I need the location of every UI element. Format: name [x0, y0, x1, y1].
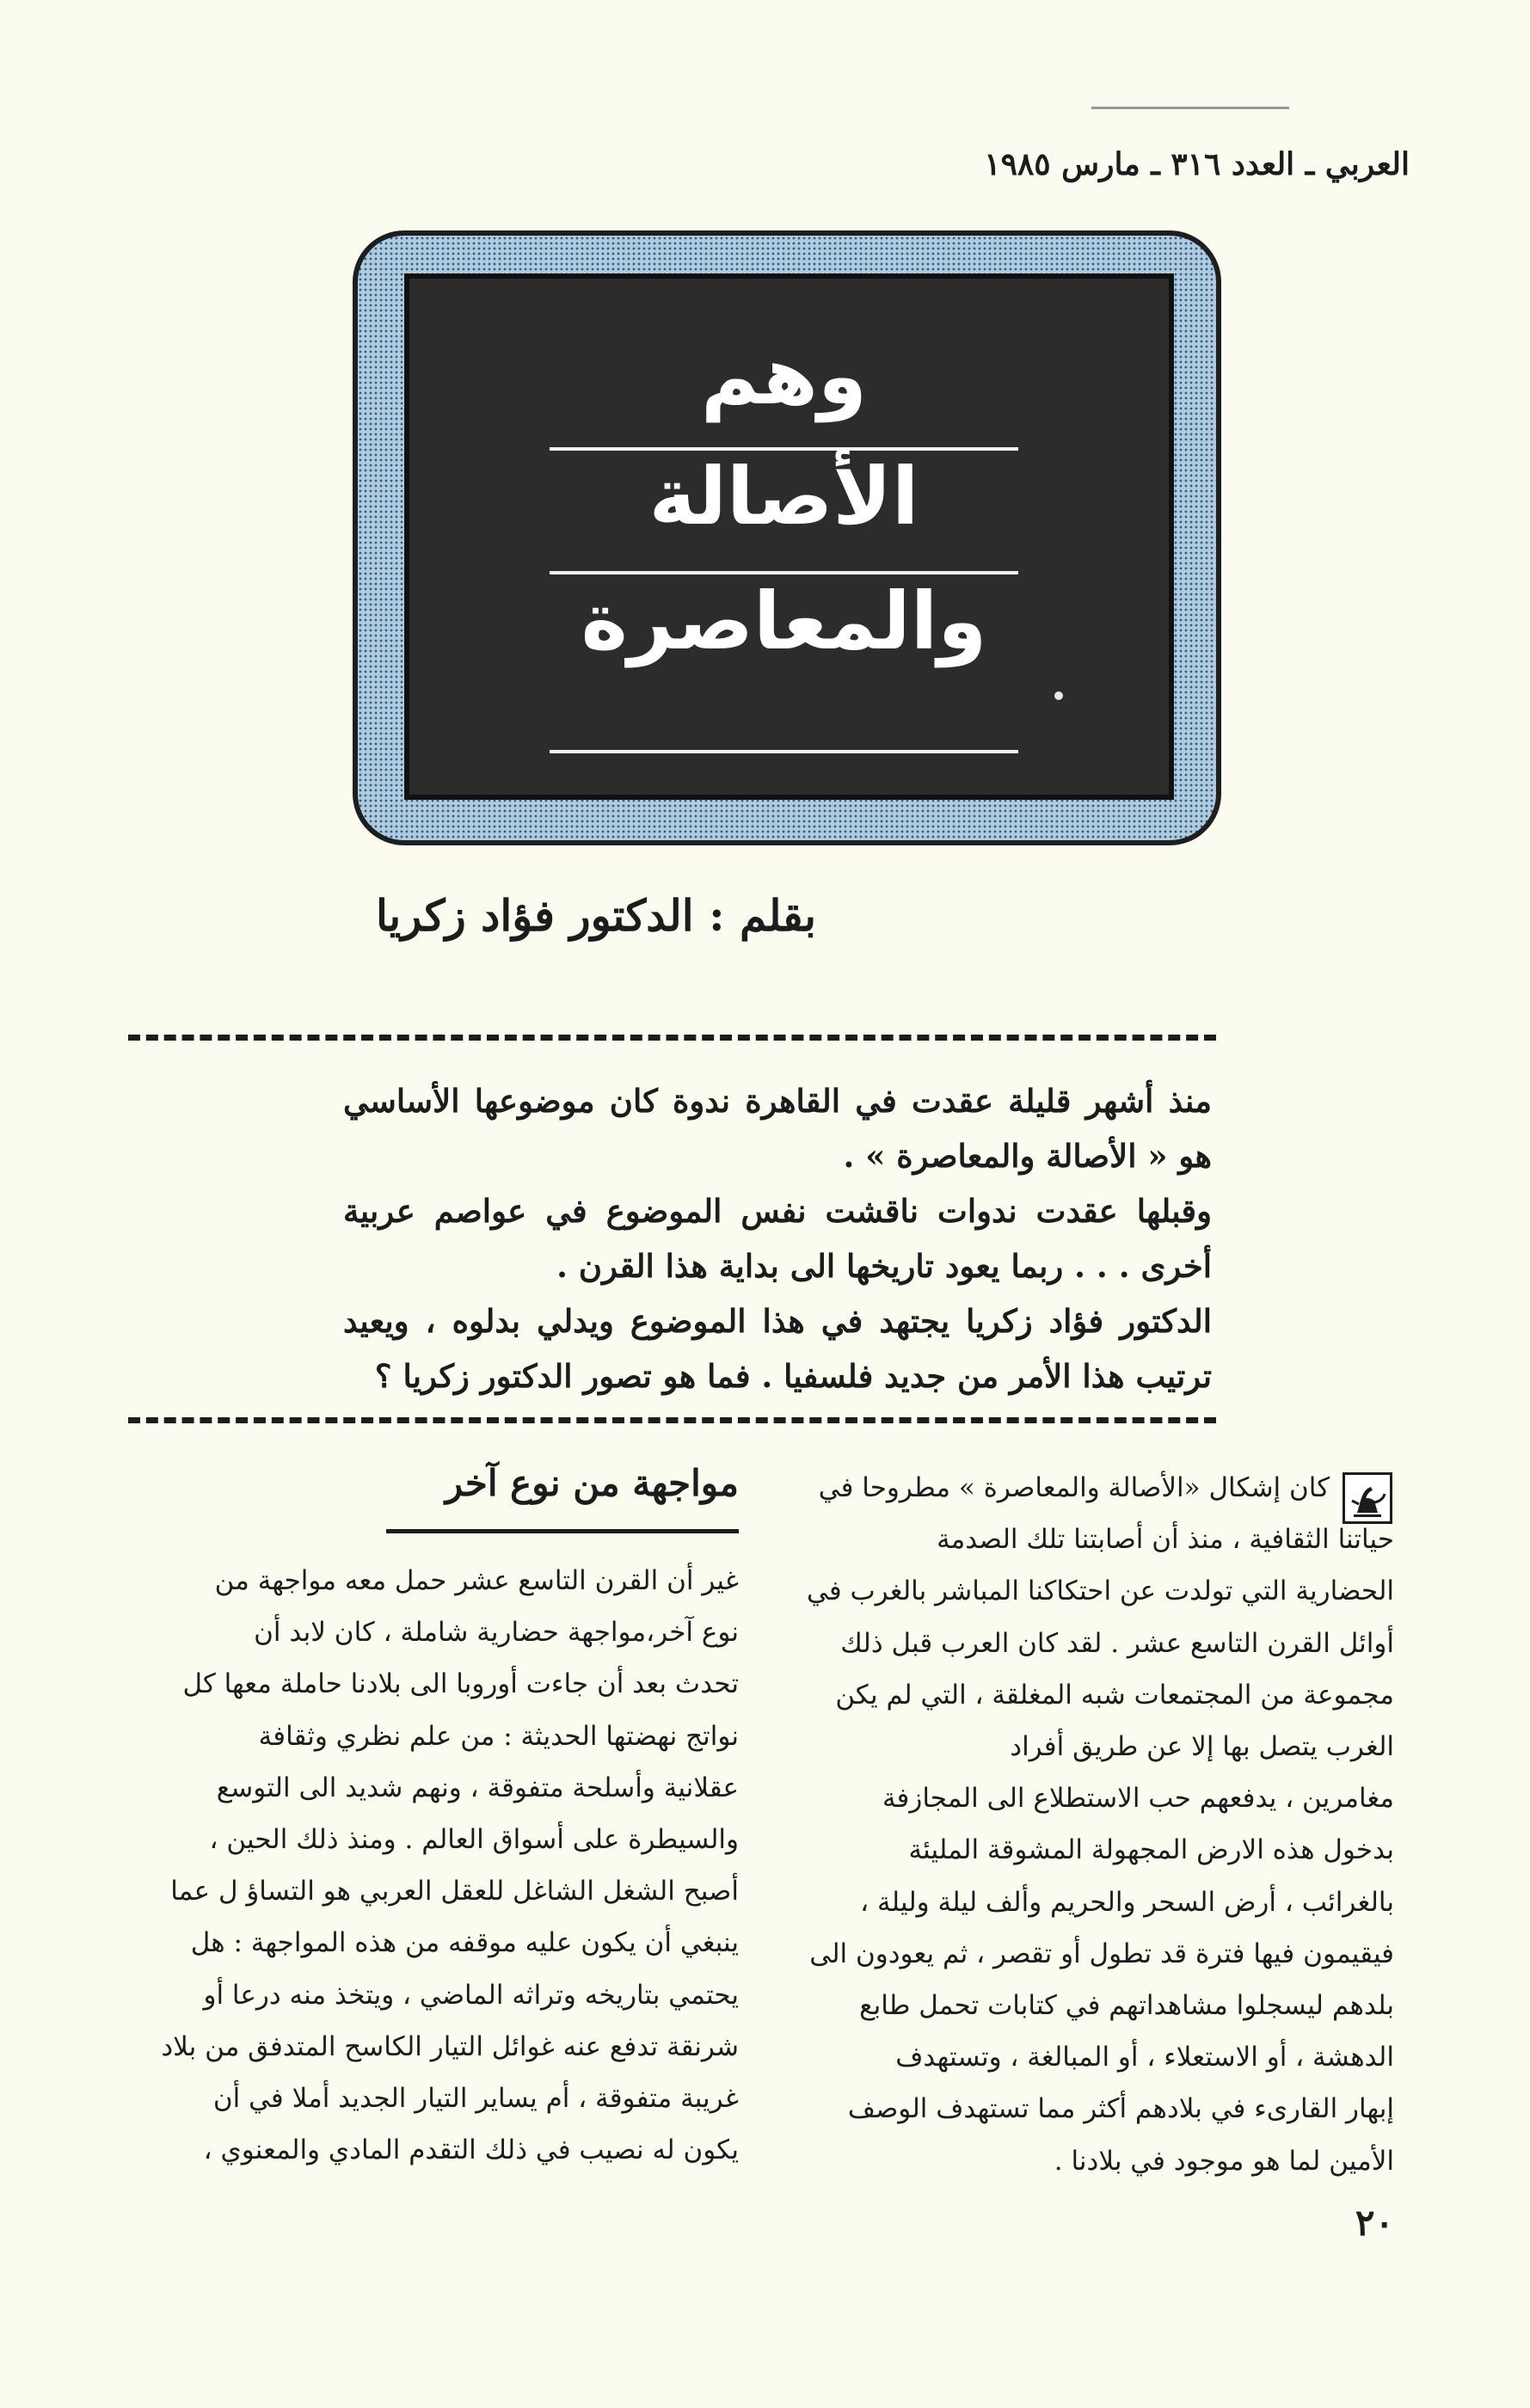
text-line: عقلانية وأسلحة متفوقة ، ونهم شديد الى التوسع — [216, 1772, 739, 1803]
intro-paragraph: منذ أشهر قليلة عقدت في القاهرة ندوة كان موضوعها الأساسي هو « الأصالة والمعاصرة » . — [343, 1082, 1212, 1175]
intro-block — [343, 1073, 1212, 1404]
text-line: غير أن القرن التاسع عشر حمل معه مواجهة من — [214, 1565, 739, 1596]
text-line: بدخول هذه الارض المجهولة المشوقة المليئة — [908, 1834, 1394, 1866]
title-line-1: وهم — [700, 330, 868, 422]
article-column-left — [77, 1555, 739, 2176]
text-line: الدهشة ، أو الاستعلاء ، أو المبالغة ، وتستهدف — [895, 2042, 1394, 2073]
title-line-2: الأصالة — [648, 451, 919, 543]
intro-paragraph: الدكتور فؤاد زكريا يجتهد في هذا الموضوع ويدلي بدلوه ، ويعيد ترتيب هذا الأمر من جديد فلسفيا . فما هو تصور الدكتور زكريا ؟ — [343, 1302, 1212, 1395]
text-line: الحضارية التي تولدت عن احتكاكنا المباشر بالغرب في — [806, 1576, 1394, 1607]
text-line: أصبح الشغل الشاغل للعقل العربي هو التساؤ ل عما — [170, 1876, 739, 1907]
section-heading: مواجهة من نوع آخر — [445, 1462, 739, 1504]
text-line: الأمين لما هو موجود في بلادنا . — [1054, 2145, 1394, 2177]
text-line: غريبة متفوقة ، أم يساير التيار الجديد أملا في أن — [212, 2083, 739, 2115]
section-heading-rule — [386, 1529, 739, 1533]
dashed-divider-bottom — [128, 1417, 1216, 1423]
text-line: كان إشكال «الأصالة والمعاصرة » مطروحا في — [818, 1472, 1330, 1503]
text-line: يكون له نصيب في ذلك التقدم المادي والمعنوي ، — [203, 2135, 739, 2166]
text-line: نواتج نهضتها الحديثة : من علم نظري وثقافة — [258, 1720, 739, 1752]
author-byline: بقلم : الدكتور فؤاد زكريا — [376, 890, 816, 941]
title-rule — [550, 571, 1018, 574]
title-panel — [404, 273, 1174, 800]
text-line: ينبغي أن يكون عليه موقفه من هذه المواجهة : هل — [190, 1927, 739, 1959]
title-rule — [550, 750, 1018, 753]
page-number: ٢٠ — [1355, 2202, 1394, 2244]
dashed-divider-top — [128, 1035, 1216, 1041]
text-line: أوائل القرن التاسع عشر . لقد كان العرب قبل ذلك — [840, 1627, 1394, 1659]
article-column-right — [740, 1462, 1394, 2187]
text-line: بلدهم ليسجلوا مشاهداتهم في كتابات تحمل طابع — [859, 1990, 1394, 2022]
text-line: إبهار القارىء في بلادهم أكثر مما تستهدف الوصف — [847, 2093, 1394, 2125]
text-line: والسيطرة على أسواق العالم . ومنذ ذلك الحين ، — [209, 1824, 739, 1856]
text-line: نوع آخر،مواجهة حضارية شاملة ، كان لابد أن — [254, 1617, 739, 1649]
text-line: الغرب يتصل بها إلا عن طريق أفراد — [1010, 1731, 1394, 1763]
text-line: مجموعة من المجتمعات شبه المغلقة ، التي لم يكن — [835, 1679, 1394, 1711]
text-line: فيقيمون فيها فترة قد تطول أو تقصر ، ثم يعودون الى — [809, 1938, 1394, 1969]
text-line: تحدث بعد أن جاءت أوروبا الى بلادنا حاملة معها كل — [182, 1668, 739, 1700]
intro-paragraph: وقبلها عقدت ندوات ناقشت نفس الموضوع في عواصم عربية أخرى . . . ربما يعود تاريخها الى بداية هذا القرن . — [343, 1192, 1212, 1285]
text-line: بالغرائب ، أرض السحر والحريم وألف ليلة وليلة ، — [860, 1886, 1394, 1918]
issue-header: العربي ـ العدد ٣١٦ ـ مارس ١٩٨٥ — [984, 146, 1410, 182]
text-line: شرنقة تدفع عنه غوائل التيار الكاسح المتدفق من بلاد — [161, 2030, 739, 2062]
text-line: يحتمي بتاريخه وتراثه الماضي ، ويتخذ منه درعا أو — [203, 1979, 739, 2011]
title-dot — [1054, 691, 1063, 700]
title-line-3: والمعاصرة — [581, 575, 987, 667]
text-line: مغامرين ، يدفعهم حب الاستطلاع الى المجازفة — [882, 1783, 1394, 1815]
text-line: حياتنا الثقافية ، منذ أن أصابتنا تلك الصدمة — [937, 1524, 1394, 1556]
header-rule — [1091, 107, 1289, 109]
